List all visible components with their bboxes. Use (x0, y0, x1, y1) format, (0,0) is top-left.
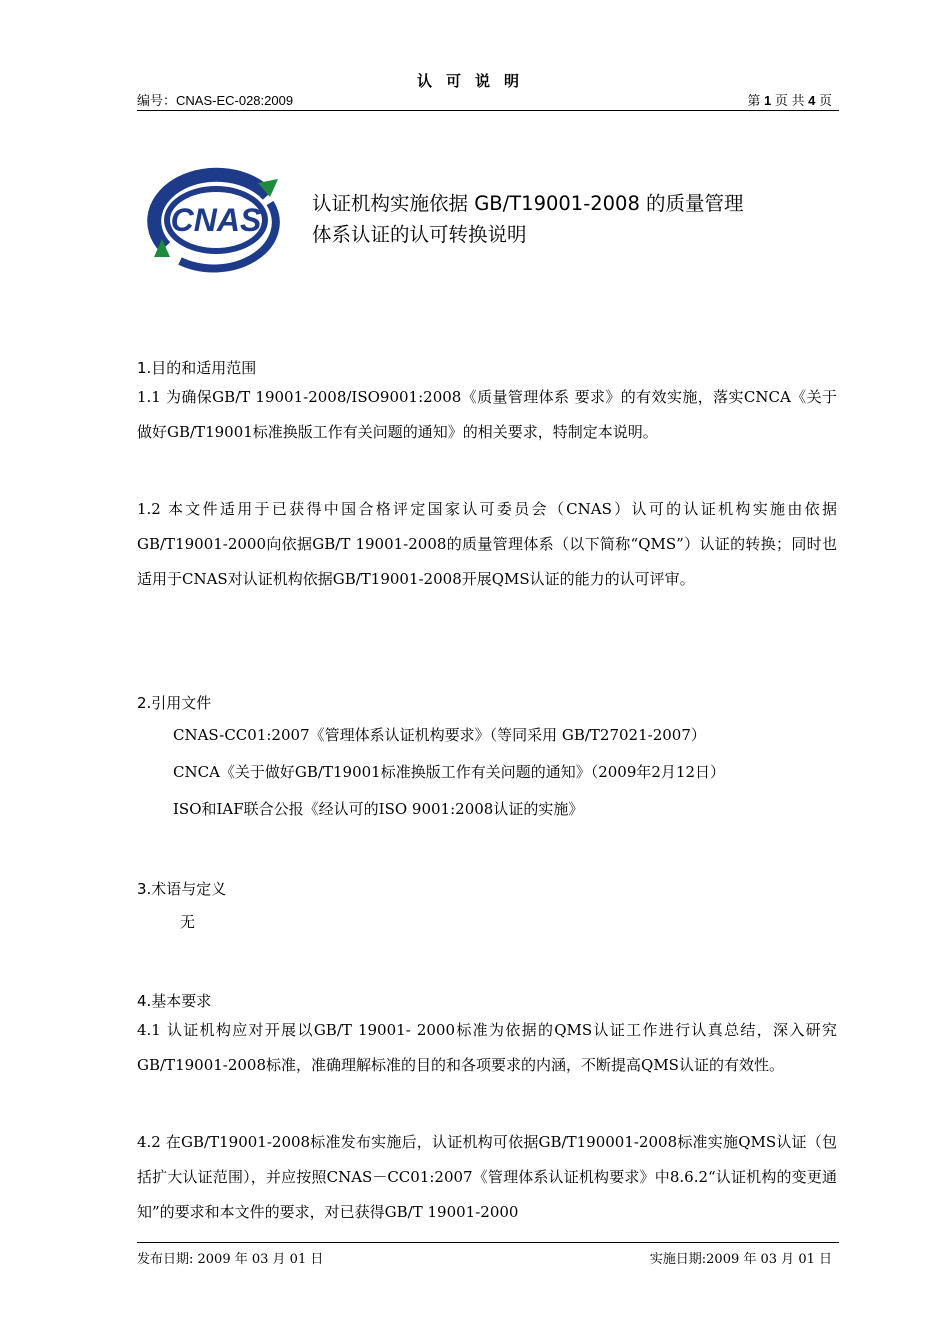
paragraph-4-1: 4.1 认证机构应对开展以GB/T 19001- 2000标准为依据的QMS认证工作进行认真总结，深入研究GB/T19001-2008标准，准确理解标准的目的和各项要求的内涵，不断提高QMS认证的有效性。 (137, 1021, 837, 1074)
page-total: 4 (808, 93, 816, 108)
section-heading-2: 2.引用文件 (137, 694, 212, 712)
footer-rule (137, 1242, 839, 1243)
page-prefix: 第 (747, 93, 761, 108)
term-none: 无 (180, 913, 196, 931)
paragraph-1-1: 1.1 为确保GB/T 19001-2008/ISO9001:2008《质量管理体系 要求》的有效实施，落实CNCA《关于做好GB/T19001标准换版工作有关问题的通知》的相关要求，特制定本说明。 (137, 388, 837, 441)
document-title (312, 188, 744, 250)
reference-item: CNCA《关于做好GB/T19001标准换版工作有关问题的通知》（2009年2月12日） (173, 763, 725, 781)
title-line-1: 认证机构实施依据 GB/T19001-2008 的质量管理 (312, 192, 744, 215)
reference-item: CNAS-CC01:2007《管理体系认证机构要求》（等同采用 GB/T27021-2007） (173, 726, 706, 744)
logo-text: CNAS (170, 202, 262, 238)
paragraph-1-2: 1.2 本文件适用于已获得中国合格评定国家认可委员会（CNAS）认可的认证机构实施由依据GB/T19001-2000向依据GB/T 19001-2008的质量管理体系（以下简称“QMS”）认证的转换；同时也适用于CNAS对认证机构依据GB/T19001-2008开展QMS认证的能力的认可评审。 (137, 500, 837, 588)
header-title: 认可说明 (416, 72, 533, 90)
cnas-logo-icon (140, 165, 290, 275)
title-line-2: 体系认证的认可转换说明 (312, 223, 527, 246)
effective-date: 实施日期:2009 年 03 月 01 日 (649, 1252, 832, 1267)
cnas-logo (140, 165, 290, 275)
page-middle: 页 共 (774, 93, 805, 108)
section-heading-4: 4.基本要求 (137, 992, 212, 1010)
doc-number: 编号：CNAS-EC-028:2009 (137, 93, 294, 108)
paragraph-4-2: 4.2 在GB/T19001-2008标准发布实施后，认证机构可依据GB/T190001-2008标准实施QMS认证（包括扩大认证范围），并应按照CNAS－CC01:2007《管理体系认证机构要求》中8.6.2“认证机构的变更通知”的要求和本文件的要求，对已获得GB/T 19001-2000 (137, 1133, 837, 1221)
page-current: 1 (764, 93, 772, 108)
section-heading-3: 3.术语与定义 (137, 880, 227, 898)
page-indicator (747, 90, 832, 109)
publish-date: 发布日期: 2009 年 03 月 01 日 (137, 1252, 324, 1267)
section-heading-1: 1.目的和适用范围 (137, 359, 257, 377)
page-suffix: 页 (818, 93, 832, 108)
header-rule (137, 110, 839, 111)
reference-item: ISO和IAF联合公报《经认可的ISO 9001:2008认证的实施》 (173, 800, 584, 818)
